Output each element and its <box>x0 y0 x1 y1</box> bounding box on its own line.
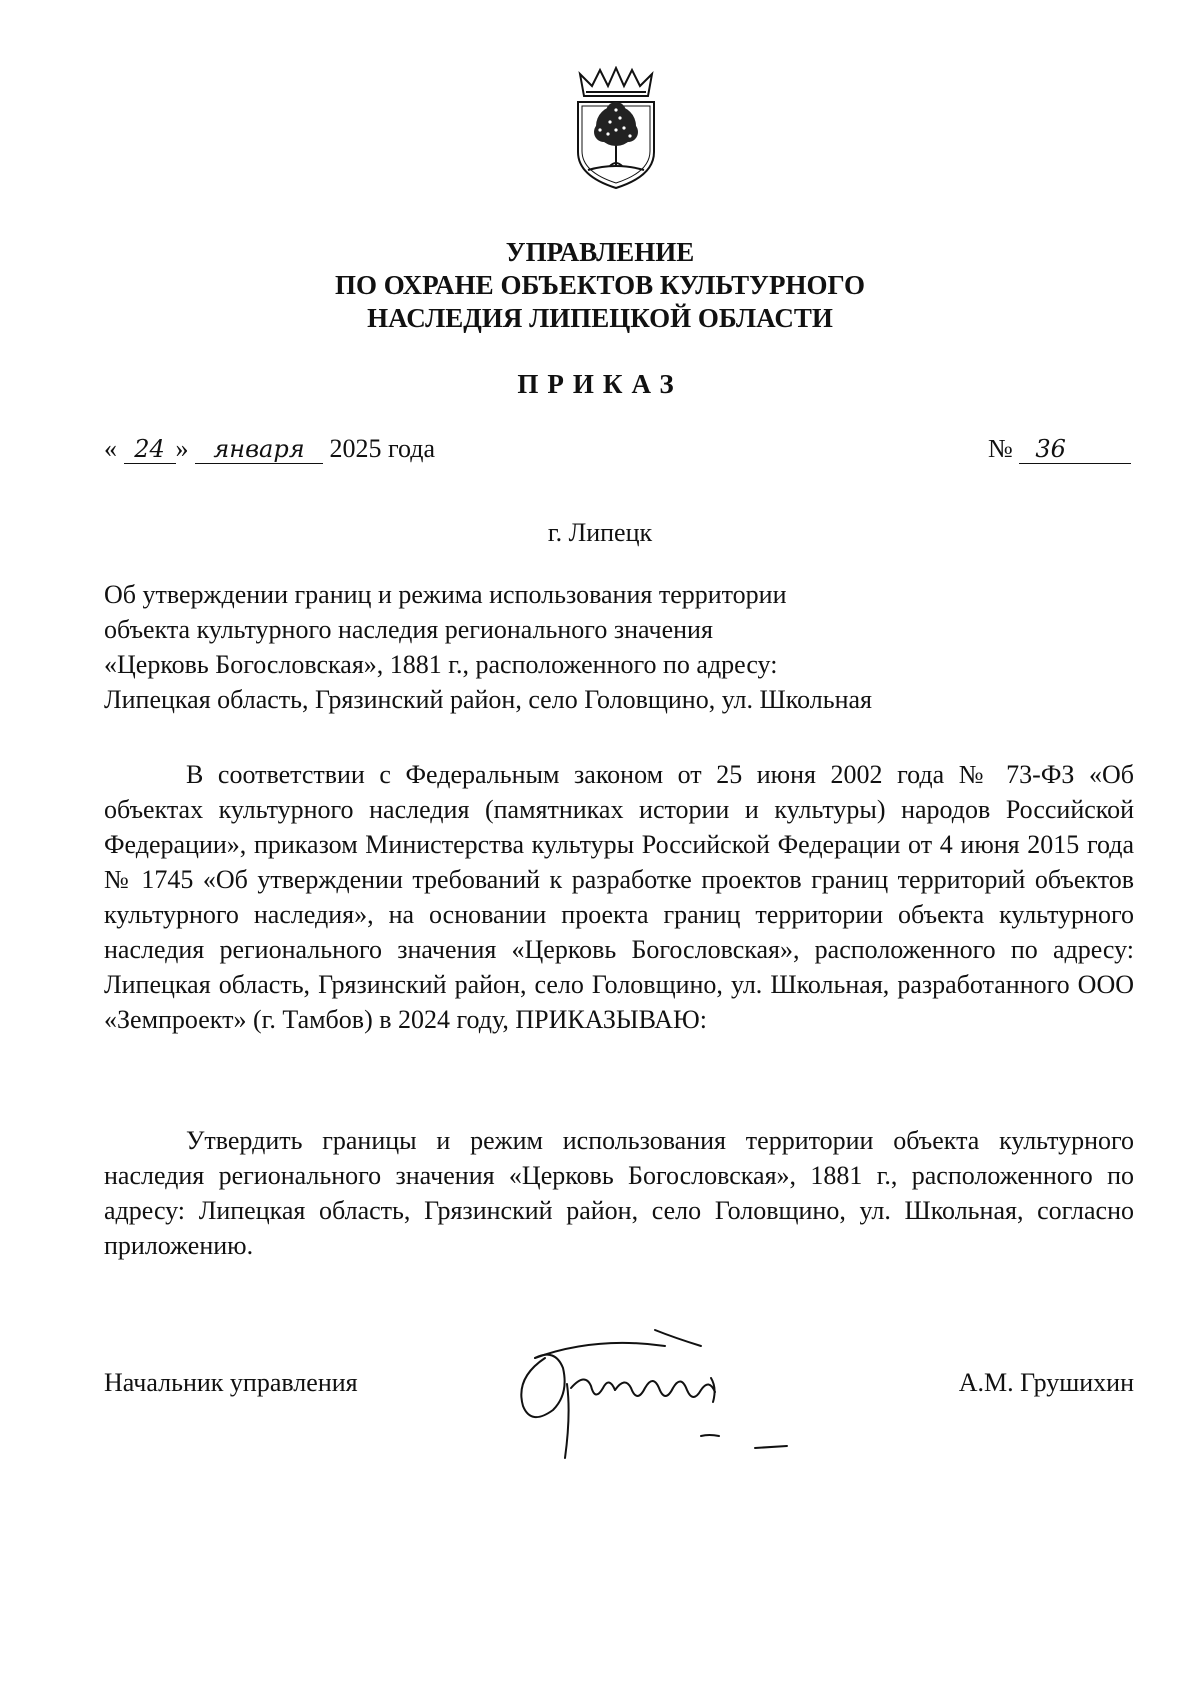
signatory-name: А.М. Грушихин <box>958 1368 1134 1397</box>
city: г. Липецк <box>547 518 653 547</box>
agency-line-1: УПРАВЛЕНИЕ <box>505 237 695 267</box>
order-paragraph: Утвердить границы и режим использования территории объекта культурного наследия регионального значения «Церковь Богословская», 1881 г., расположенного по адресу: Липецкая область, Грязинский район, село Головщино, ул. Школьная, согласно приложению. <box>104 1126 1134 1260</box>
subject-line: Липецкая область, Грязинский район, село Головщино, ул. Школьная <box>104 685 872 714</box>
coat-of-arms-icon <box>570 66 662 192</box>
number-label: № <box>988 434 1013 463</box>
agency-line-3: НАСЛЕДИЯ ЛИПЕЦКОЙ ОБЛАСТИ <box>367 303 833 333</box>
number-value: 36 <box>1019 435 1131 464</box>
date-day: 24 <box>124 435 176 464</box>
agency-name <box>0 236 1200 335</box>
date-year: 2025 года <box>329 434 436 463</box>
subject-line: объекта культурного наследия регионального значения <box>104 615 713 644</box>
document-type: ПРИКАЗ <box>517 369 683 399</box>
order-date <box>104 434 435 464</box>
date-open-quote: « <box>104 434 117 463</box>
order-subject <box>104 577 1114 717</box>
date-month: января <box>195 435 323 464</box>
signatory-title: Начальник управления <box>104 1368 358 1397</box>
preamble-paragraph: В соответствии с Федеральным законом от 25 июня 2002 года № 73-ФЗ «Об объектах культурного наследия (памятниках истории и культуры) народов Российской Федерации», приказом Министерства культуры Российской Федерации от 4 июня 2015 года № 1745 «Об утверждении требований к разработке проектов границ территорий объектов культурного наследия», на основании проекта границ территории объекта культурного наследия регионального значения «Церковь Богословская», расположенного по адресу: Липецкая область, Грязинский район, село Головщино, ул. Школьная, разработанного ООО «Земпроект» (г. Тамбов) в 2024 году, ПРИКАЗЫВАЮ: <box>104 760 1134 1034</box>
handwritten-signature <box>505 1318 845 1468</box>
subject-line: Об утверждении границ и режима использования территории <box>104 580 787 609</box>
date-close-quote: » <box>175 434 189 463</box>
order-number <box>988 434 1131 464</box>
subject-line: «Церковь Богословская», 1881 г., расположенного по адресу: <box>104 650 778 679</box>
agency-line-2: ПО ОХРАНЕ ОБЪЕКТОВ КУЛЬТУРНОГО <box>335 270 865 300</box>
